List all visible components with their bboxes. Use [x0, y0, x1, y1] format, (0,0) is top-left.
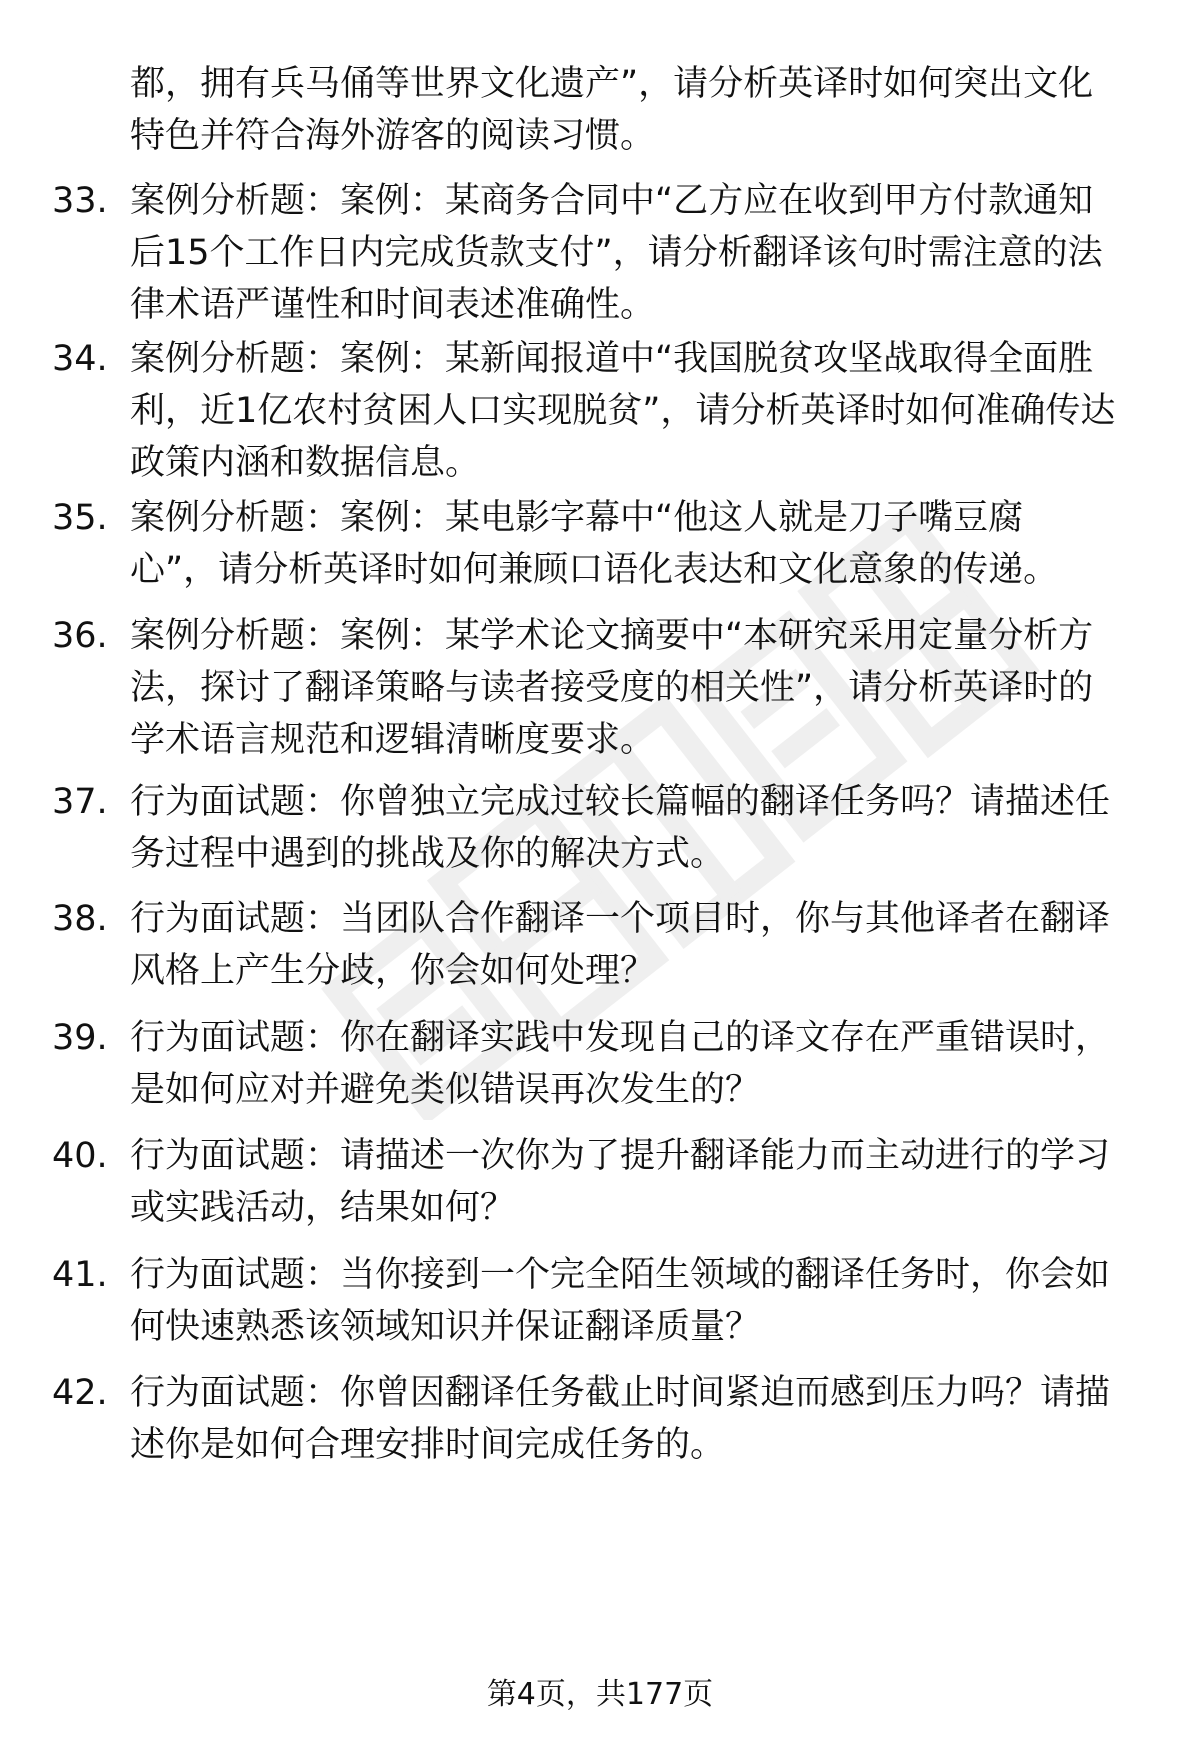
question-number: 33.	[52, 181, 108, 221]
question-text: 行为面试题：请描述一次你为了提升翻译能力而主动进行的学习 或实践活动，结果如何？	[130, 1136, 1111, 1228]
continued-question-text: 都，拥有兵马俑等世界文化遗产”，请分析英译时如何突出文化 特色并符合海外游客的阅读习惯。	[130, 64, 1094, 156]
question-number: 38.	[52, 899, 108, 939]
question-text: 行为面试题：当你接到一个完全陌生领域的翻译任务时，你会如 何快速熟悉该领域知识并保证翻译质量？	[130, 1255, 1111, 1347]
question-text: 案例分析题：案例：某新闻报道中“我国脱贫攻坚战取得全面胜 利，近1亿农村贫困人口实现脱贫”，请分析英译时如何准确传达 政策内涵和数据信息。	[130, 339, 1116, 483]
question-item-41	[52, 1249, 1172, 1353]
question-item-37	[52, 776, 1172, 880]
question-item-36	[52, 610, 1172, 766]
question-number: 40.	[52, 1136, 108, 1176]
question-text: 案例分析题：案例：某学术论文摘要中“本研究采用定量分析方 法，探讨了翻译策略与读者接受度的相关性”，请分析英译时的 学术语言规范和逻辑清晰度要求。	[130, 616, 1094, 760]
question-item-38	[52, 893, 1172, 997]
question-text: 案例分析题：案例：某商务合同中“乙方应在收到甲方付款通知 后15个工作日内完成货款支付”，请分析翻译该句时需注意的法 律术语严谨性和时间表述准确性。	[130, 181, 1103, 325]
question-text: 行为面试题：你曾因翻译任务截止时间紧迫而感到压力吗？请描 述你是如何合理安排时间完成任务的。	[130, 1373, 1111, 1465]
question-item-35	[52, 492, 1172, 596]
question-item-34	[52, 333, 1172, 489]
question-item-39	[52, 1012, 1172, 1116]
question-item-40	[52, 1130, 1172, 1234]
question-number: 39.	[52, 1018, 108, 1058]
question-text: 行为面试题：当团队合作翻译一个项目时，你与其他译者在翻译 风格上产生分歧，你会如何处理？	[130, 899, 1111, 991]
question-item-42	[52, 1367, 1172, 1471]
question-number: 37.	[52, 782, 108, 822]
question-number: 34.	[52, 339, 108, 379]
question-item-33	[52, 175, 1172, 331]
page-number-footer: 第4页，共177页	[486, 1677, 714, 1712]
question-text: 行为面试题：你曾独立完成过较长篇幅的翻译任务吗？请描述任 务过程中遇到的挑战及你的解决方式。	[130, 782, 1111, 874]
question-number: 35.	[52, 498, 108, 538]
question-number: 42.	[52, 1373, 108, 1413]
question-text: 案例分析题：案例：某电影字幕中“他这人就是刀子嘴豆腐 心”，请分析英译时如何兼顾口语化表达和文化意象的传递。	[130, 498, 1059, 590]
question-text: 行为面试题：你在翻译实践中发现自己的译文存在严重错误时， 是如何应对并避免类似错误再次发生的？	[130, 1018, 1111, 1110]
question-number: 36.	[52, 616, 108, 656]
question-number: 41.	[52, 1255, 108, 1295]
